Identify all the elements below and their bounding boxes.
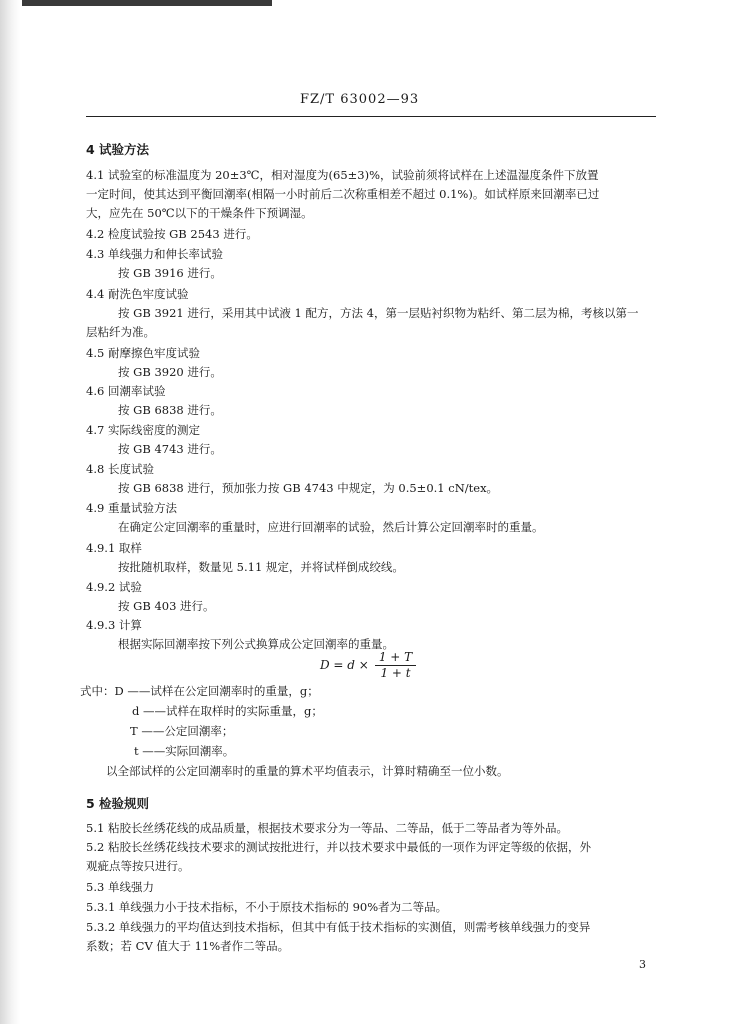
section-4-title: 4 试验方法 [86,142,150,157]
clause-4-2: 4.2 检度试验按 GB 2543 进行。 [86,227,258,241]
clause-4-3: 4.3 单线强力和伸长率试验 [86,247,223,261]
clause-5-3-2-line-2: 系数；若 CV 值大于 11%者作二等品。 [86,939,290,953]
clause-5-2-line-2: 观疵点等按只进行。 [86,859,190,873]
average-note: 以全部试样的公定回潮率时的重量的算术平均值表示，计算时精确至一位小数。 [106,764,509,778]
clause-4-6: 4.6 回潮率试验 [86,384,166,398]
clause-4-5: 4.5 耐摩擦色牢度试验 [86,346,200,360]
clause-4-1-line-2: 一定时间，使其达到平衡回潮率(相隔一小时前后二次称重相差不超过 0.1%)。如试样原来回潮率已过 [86,187,600,201]
clause-5-3: 5.3 单线强力 [86,880,154,894]
clause-4-9-2: 4.9.2 试验 [86,580,142,594]
where-T: T ——公定回潮率； [130,724,234,738]
where-D: 式中：D ——试样在公定回潮率时的重量，g； [80,684,319,698]
page-number: 3 [639,958,646,971]
clause-4-6-body: 按 GB 6838 进行。 [118,403,222,417]
clause-4-8: 4.8 长度试验 [86,462,154,476]
clause-4-7: 4.7 实际线密度的测定 [86,423,200,437]
formula-numerator: 1 + T [375,650,416,666]
where-d: d ——试样在取样时的实际重量，g； [132,704,323,718]
clause-4-4: 4.4 耐洗色牢度试验 [86,287,189,301]
clause-4-9-body: 在确定公定回潮率的重量时，应进行回潮率的试验，然后计算公定回潮率时的重量。 [118,520,544,534]
clause-4-4-body-1: 按 GB 3921 进行，采用其中试液 1 配方，方法 4，第一层贴衬织物为粘纤、第二层为棉，考核以第一 [118,306,639,320]
clause-4-5-body: 按 GB 3920 进行。 [118,365,222,379]
clause-5-3-1: 5.3.1 单线强力小于技术指标，不小于原技术指标的 90%者为二等品。 [86,900,448,914]
formula-denominator: 1 + t [380,666,411,680]
clause-5-1: 5.1 粘胶长丝绣花线的成品质量，根据技术要求分为一等品、二等品，低于二等品者为等外品。 [86,821,568,835]
clause-4-7-body: 按 GB 4743 进行。 [118,442,222,456]
clause-4-9-2-body: 按 GB 403 进行。 [118,599,215,613]
clause-5-2-line-1: 5.2 粘胶长丝绣花线技术要求的测试按批进行，并以技术要求中最低的一项作为评定等级的依据，外 [86,840,591,854]
section-5-title: 5 检验规则 [86,796,150,811]
where-t: t ——实际回潮率。 [134,744,235,758]
formula-lhs: D = d × [320,658,369,672]
clause-5-3-2-line-1: 5.3.2 单线强力的平均值达到技术指标，但其中有低于技术指标的实测值，则需考核单线强力的变异 [86,920,591,934]
clause-4-9: 4.9 重量试验方法 [86,501,177,515]
clause-4-9-3: 4.9.3 计算 [86,618,142,632]
document-code-header: FZ/T 63002—93 [300,92,420,107]
clause-4-4-body-2: 层粘纤为准。 [86,325,155,339]
clause-4-9-3-body: 根据实际回潮率按下列公式换算成公定回潮率的重量。 [118,637,394,651]
scan-top-bar [22,0,272,6]
clause-4-9-1-body: 按批随机取样，数量见 5.11 规定，并将试样倒成绞线。 [118,560,404,574]
clause-4-8-body: 按 GB 6838 进行，预加张力按 GB 4743 中规定，为 0.5±0.1 cN/tex。 [118,481,499,495]
formula-fraction [375,650,416,681]
header-rule [86,116,656,117]
moisture-formula [320,650,416,681]
clause-4-9-1: 4.9.1 取样 [86,541,142,555]
clause-4-1-line-3: 大，应先在 50℃以下的干燥条件下预调湿。 [86,206,313,220]
clause-4-1-line-1: 4.1 试验室的标准温度为 20±3℃，相对湿度为(65±3)%，试验前须将试样在上述温湿度条件下放置 [86,168,599,182]
scan-edge [0,0,20,1024]
clause-4-3-body: 按 GB 3916 进行。 [118,266,222,280]
